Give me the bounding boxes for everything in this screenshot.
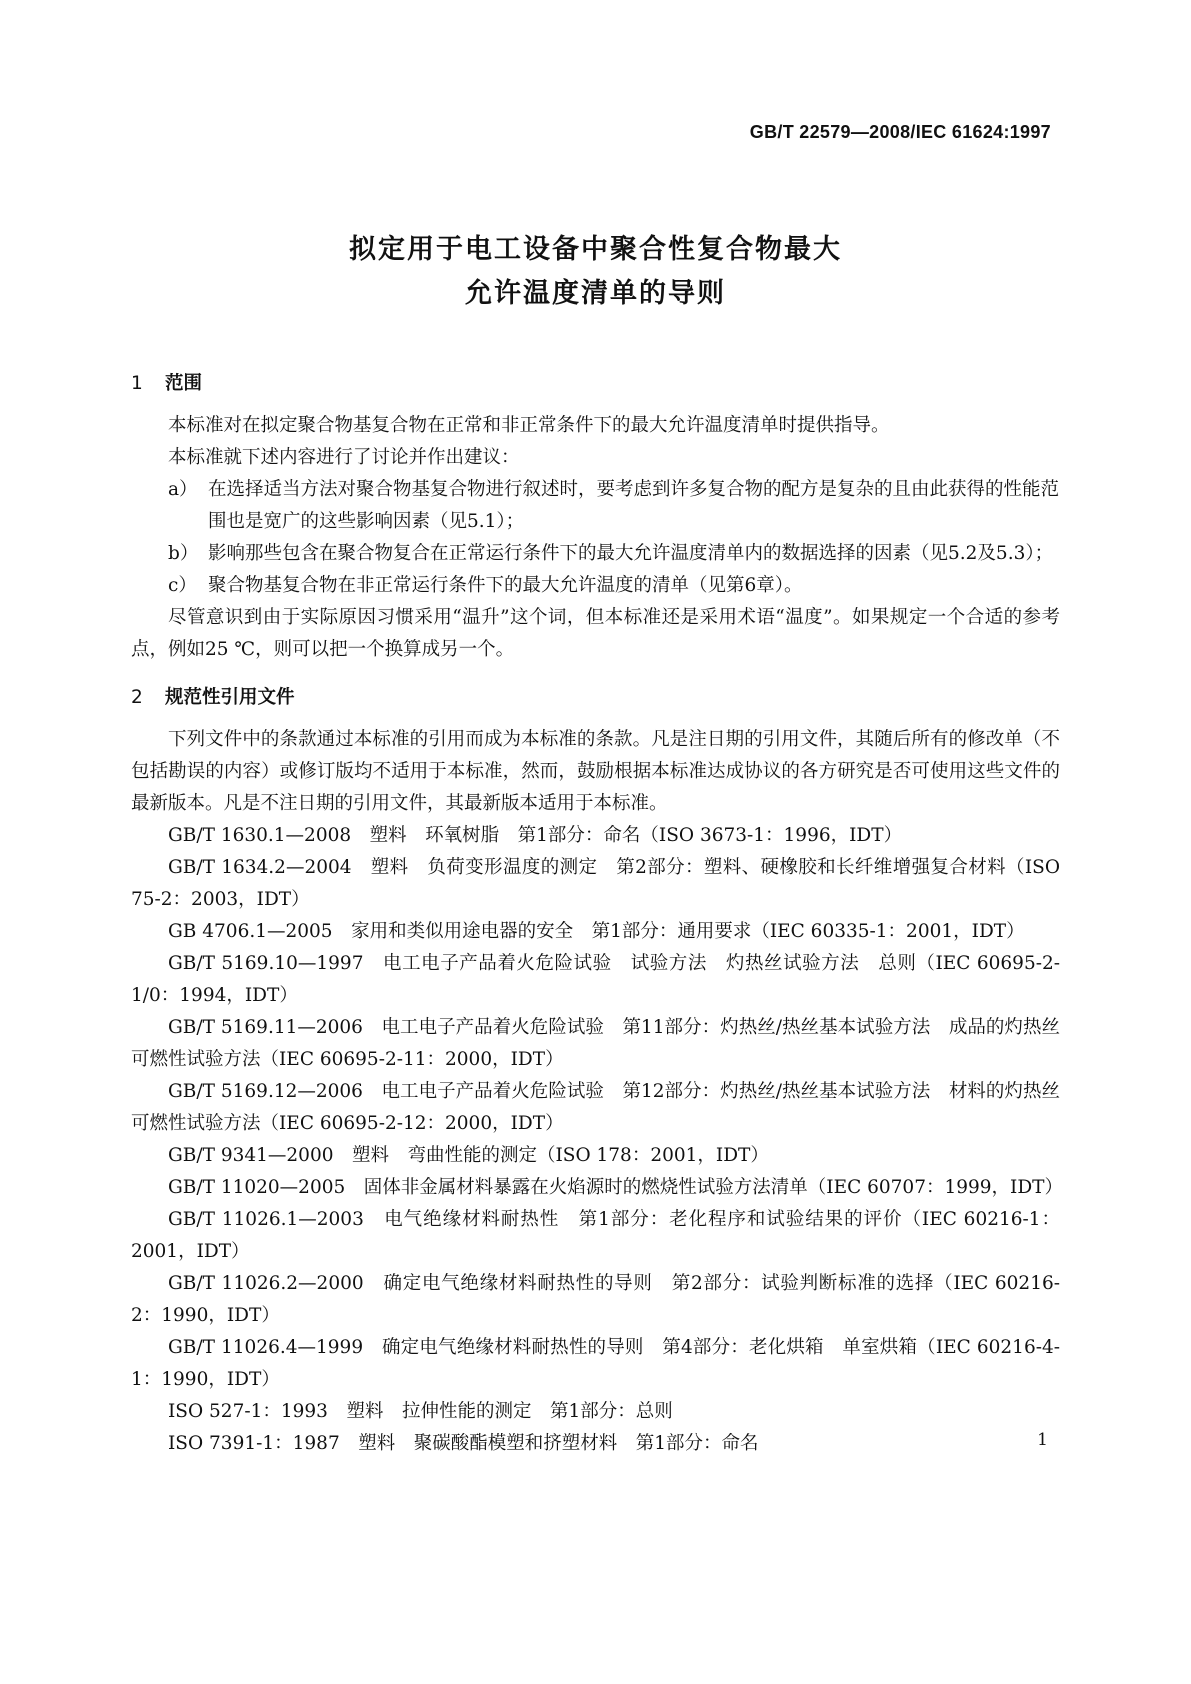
normative-references-intro: 下列文件中的条款通过本标准的引用而成为本标准的条款。凡是注日期的引用文件，其随后所有的修改单（不包括勘误的内容）或修订版均不适用于本标准，然而，鼓励根据本标准达成协议的各方研究是否可使用这些文件的最新版本。凡是不注日期的引用文件，其最新版本适用于本标准。 xyxy=(131,729,1060,814)
reference-entry: GB/T 11026.2—2000 确定电气绝缘材料耐热性的导则 第2部分：试验判断标准的选择（IEC 60216-2：1990，IDT） xyxy=(131,1273,1060,1326)
scope-paragraph-2: 本标准就下述内容进行了讨论并作出建议： xyxy=(168,447,520,468)
title-line-1: 拟定用于电工设备中聚合性复合物最大 xyxy=(349,234,842,265)
section-2-number: 2 xyxy=(131,687,143,708)
reference-entry: GB/T 5169.11—2006 电工电子产品着火危险试验 第11部分：灼热丝/热丝基本试验方法 成品的灼热丝可燃性试验方法（IEC 60695-2-11：2000，IDT） xyxy=(131,1017,1060,1070)
document-title xyxy=(0,228,1191,316)
section-2-heading xyxy=(131,682,1060,714)
list-marker: b） xyxy=(168,543,199,564)
list-marker: c） xyxy=(168,575,197,596)
scope-paragraph-3: 尽管意识到由于实际原因习惯采用“温升”这个词，但本标准还是采用术语“温度”。如果规定一个合适的参考点，例如25 ℃，则可以把一个换算成另一个。 xyxy=(131,607,1060,660)
list-item-text: 影响那些包含在聚合物复合在正常运行条件下的最大允许温度清单内的数据选择的因素（见5.2及5.3）； xyxy=(208,543,1054,564)
reference-entry: GB/T 11026.4—1999 确定电气绝缘材料耐热性的导则 第4部分：老化烘箱 单室烘箱（IEC 60216-4-1：1990，IDT） xyxy=(131,1337,1060,1390)
reference-entry: GB/T 11020—2005 固体非金属材料暴露在火焰源时的燃烧性试验方法清单（IEC 60707：1999，IDT） xyxy=(168,1177,1064,1198)
list-item xyxy=(131,570,1060,602)
reference-entry: ISO 7391-1：1987 塑料 聚碳酸酯模塑和挤塑材料 第1部分：命名 xyxy=(168,1433,759,1454)
reference-entry: GB/T 9341—2000 塑料 弯曲性能的测定（ISO 178：2001，IDT） xyxy=(168,1145,769,1166)
section-1-title: 范围 xyxy=(165,373,203,394)
standard-code: GB/T 22579—2008/IEC 61624:1997 xyxy=(749,122,1051,142)
section-1-heading xyxy=(131,368,1060,400)
reference-entry: GB/T 5169.10—1997 电工电子产品着火危险试验 试验方法 灼热丝试验方法 总则（IEC 60695-2-1/0：1994，IDT） xyxy=(131,953,1060,1006)
section-1-number: 1 xyxy=(131,373,143,394)
list-item xyxy=(131,474,1060,538)
list-item xyxy=(131,538,1060,570)
reference-entry: GB 4706.1—2005 家用和类似用途电器的安全 第1部分：通用要求（IEC 60335-1：2001，IDT） xyxy=(168,921,1025,942)
list-item-text: 在选择适当方法对聚合物基复合物进行叙述时，要考虑到许多复合物的配方是复杂的且由此获得的性能范围也是宽广的这些影响因素（见5.1）； xyxy=(208,479,1060,532)
document-body xyxy=(131,368,1064,1460)
reference-entry: ISO 527-1：1993 塑料 拉伸性能的测定 第1部分：总则 xyxy=(168,1401,673,1422)
list-marker: a） xyxy=(168,479,198,500)
title-line-2: 允许温度清单的导则 xyxy=(465,278,726,309)
reference-entry: GB/T 1634.2—2004 塑料 负荷变形温度的测定 第2部分：塑料、硬橡胶和长纤维增强复合材料（ISO 75-2：2003，IDT） xyxy=(131,857,1060,910)
reference-entry: GB/T 11026.1—2003 电气绝缘材料耐热性 第1部分：老化程序和试验结果的评价（IEC 60216-1：2001，IDT） xyxy=(131,1209,1060,1262)
list-item-text: 聚合物基复合物在非正常运行条件下的最大允许温度的清单（见第6章）。 xyxy=(208,575,803,596)
reference-entry: GB/T 1630.1—2008 塑料 环氧树脂 第1部分：命名（ISO 3673-1：1996，IDT） xyxy=(168,825,903,846)
reference-entry: GB/T 5169.12—2006 电工电子产品着火危险试验 第12部分：灼热丝/热丝基本试验方法 材料的灼热丝可燃性试验方法（IEC 60695-2-12：2000，IDT） xyxy=(131,1081,1060,1134)
section-2-title: 规范性引用文件 xyxy=(165,687,295,708)
page-number: 1 xyxy=(1037,1430,1048,1450)
scope-paragraph-1: 本标准对在拟定聚合物基复合物在正常和非正常条件下的最大允许温度清单时提供指导。 xyxy=(168,415,890,436)
